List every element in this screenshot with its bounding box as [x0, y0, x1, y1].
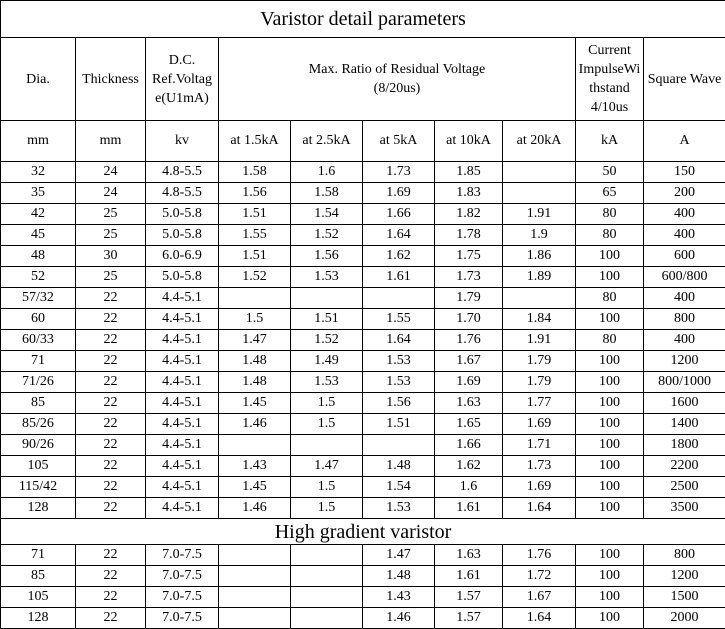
table-cell: 100 [576, 372, 644, 393]
table-cell: 7.0-7.5 [146, 545, 219, 566]
table-cell: 1.58 [291, 183, 363, 204]
table-cell: 1.57 [435, 608, 503, 629]
table-cell: 100 [576, 435, 644, 456]
table-cell: 1.6 [435, 477, 503, 498]
table-cell: 1.57 [435, 587, 503, 608]
table-cell: 22 [76, 498, 146, 519]
table-cell: 71/26 [1, 372, 76, 393]
table-cell: 1.53 [363, 351, 435, 372]
table-cell: 35 [1, 183, 76, 204]
table-cell: 22 [76, 393, 146, 414]
table-cell [219, 608, 291, 629]
table-cell: 6.0-6.9 [146, 246, 219, 267]
table-row [1, 498, 725, 519]
table-cell [291, 545, 363, 566]
table-cell: 22 [76, 435, 146, 456]
table-cell: 1.5 [291, 393, 363, 414]
table-cell [291, 608, 363, 629]
table-cell: 25 [76, 204, 146, 225]
table-cell: 100 [576, 351, 644, 372]
table-row [1, 246, 725, 267]
table-cell [503, 162, 576, 183]
unit-cell: kA [576, 121, 644, 162]
table-cell: 1.51 [363, 414, 435, 435]
unit-cell: mm [76, 121, 146, 162]
table-cell: 1.71 [503, 435, 576, 456]
table-cell: 50 [576, 162, 644, 183]
table-cell: 22 [76, 545, 146, 566]
table-cell: 80 [576, 330, 644, 351]
table-cell: 1.54 [363, 477, 435, 498]
table-cell: 1.76 [503, 545, 576, 566]
table-cell: 1.54 [291, 204, 363, 225]
table-cell [219, 545, 291, 566]
table-cell: 1.6 [291, 162, 363, 183]
header-row [1, 38, 725, 121]
table-cell: 1.51 [291, 309, 363, 330]
table-cell: 42 [1, 204, 76, 225]
table-cell: 400 [644, 204, 725, 225]
table-cell: 1.79 [503, 372, 576, 393]
table-cell: 22 [76, 414, 146, 435]
table-cell: 1200 [644, 351, 725, 372]
table-cell: 4.4-5.1 [146, 498, 219, 519]
table-row [1, 162, 725, 183]
table-cell [291, 566, 363, 587]
table-cell: 1.48 [219, 372, 291, 393]
table-cell: 1.56 [291, 246, 363, 267]
unit-cell: mm [1, 121, 76, 162]
table-title: Varistor detail parameters [1, 1, 725, 38]
table-cell: 7.0-7.5 [146, 608, 219, 629]
table-cell: 1.75 [435, 246, 503, 267]
table-row [1, 393, 725, 414]
unit-cell: A [644, 121, 725, 162]
table-cell: 1.52 [219, 267, 291, 288]
table-cell: 800 [644, 545, 725, 566]
table-cell: 1.62 [363, 246, 435, 267]
table-cell: 105 [1, 587, 76, 608]
table-cell: 22 [76, 587, 146, 608]
table-cell: 22 [76, 330, 146, 351]
table-cell: 2000 [644, 608, 725, 629]
table-cell: 1.52 [291, 225, 363, 246]
table-cell: 1.55 [363, 309, 435, 330]
table-row [1, 267, 725, 288]
table-cell: 4.8-5.5 [146, 183, 219, 204]
table-cell: 1.47 [219, 330, 291, 351]
table-cell [503, 288, 576, 309]
table-cell [363, 435, 435, 456]
header-square-wave: Square Wave [644, 38, 725, 121]
header-thickness: Thickness [76, 38, 146, 121]
table-cell: 1.46 [219, 414, 291, 435]
table-cell: 1.67 [503, 587, 576, 608]
table-cell: 115/42 [1, 477, 76, 498]
table-cell: 1.82 [435, 204, 503, 225]
table-cell: 1.72 [503, 566, 576, 587]
table-cell: 65 [576, 183, 644, 204]
table-cell: 4.4-5.1 [146, 414, 219, 435]
table-cell: 100 [576, 246, 644, 267]
table-row [1, 456, 725, 477]
table-cell: 22 [76, 309, 146, 330]
table-cell: 1500 [644, 587, 725, 608]
section-title: High gradient varistor [1, 519, 725, 545]
table-cell: 1.53 [291, 267, 363, 288]
table-row [1, 183, 725, 204]
table-cell: 4.8-5.5 [146, 162, 219, 183]
table-cell: 1.64 [503, 608, 576, 629]
table-cell: 4.4-5.1 [146, 393, 219, 414]
table-cell: 1.43 [363, 587, 435, 608]
table-cell: 1.61 [363, 267, 435, 288]
table-cell [291, 435, 363, 456]
table-cell: 1200 [644, 566, 725, 587]
header-max-ratio-title: Max. Ratio of Residual Voltage [219, 60, 575, 79]
table-cell: 1.73 [503, 456, 576, 477]
table-cell: 52 [1, 267, 76, 288]
section-row [1, 519, 725, 545]
table-cell: 4.4-5.1 [146, 309, 219, 330]
table-row [1, 566, 725, 587]
table-cell: 400 [644, 288, 725, 309]
table-row [1, 204, 725, 225]
table-cell: 1.51 [219, 204, 291, 225]
table-cell: 1.63 [435, 545, 503, 566]
table-cell: 1.66 [363, 204, 435, 225]
table-cell: 1.5 [291, 498, 363, 519]
table-row [1, 414, 725, 435]
table-cell: 1.63 [435, 393, 503, 414]
table-cell: 85 [1, 393, 76, 414]
table-cell: 4.4-5.1 [146, 477, 219, 498]
table-row [1, 477, 725, 498]
table-cell: 48 [1, 246, 76, 267]
table-cell: 4.4-5.1 [146, 288, 219, 309]
table-cell: 1.73 [363, 162, 435, 183]
table-cell: 22 [76, 608, 146, 629]
table-row [1, 545, 725, 566]
table-cell: 4.4-5.1 [146, 351, 219, 372]
table-cell: 5.0-5.8 [146, 204, 219, 225]
table-cell: 1.69 [503, 414, 576, 435]
unit-cell: at 5kA [363, 121, 435, 162]
table-cell: 800/1000 [644, 372, 725, 393]
table-cell: 1.64 [503, 498, 576, 519]
header-max-ratio [219, 38, 576, 121]
table-cell: 100 [576, 587, 644, 608]
table-cell: 5.0-5.8 [146, 225, 219, 246]
table-cell [219, 435, 291, 456]
table-cell: 1.67 [435, 351, 503, 372]
table-row [1, 225, 725, 246]
unit-cell: at 1.5kA [219, 121, 291, 162]
table-cell: 30 [76, 246, 146, 267]
table-cell: 400 [644, 330, 725, 351]
table-cell: 4.4-5.1 [146, 456, 219, 477]
table-cell: 1.64 [363, 225, 435, 246]
table-row [1, 288, 725, 309]
unit-cell: at 2.5kA [291, 121, 363, 162]
table-cell: 32 [1, 162, 76, 183]
table-row [1, 587, 725, 608]
table-cell: 1.66 [435, 435, 503, 456]
table-cell: 1.62 [435, 456, 503, 477]
table-cell: 1.83 [435, 183, 503, 204]
table-cell: 1400 [644, 414, 725, 435]
table-cell: 1.78 [435, 225, 503, 246]
table-cell: 85/26 [1, 414, 76, 435]
table-cell: 1.53 [363, 498, 435, 519]
table-cell: 22 [76, 288, 146, 309]
table-cell: 1.45 [219, 393, 291, 414]
table-cell: 80 [576, 288, 644, 309]
table-cell: 2500 [644, 477, 725, 498]
table-cell: 200 [644, 183, 725, 204]
table-cell: 1.58 [219, 162, 291, 183]
table-cell: 1.69 [435, 372, 503, 393]
table-cell: 1.46 [219, 498, 291, 519]
table-cell: 1.70 [435, 309, 503, 330]
table-cell: 60 [1, 309, 76, 330]
table-cell: 1.79 [503, 351, 576, 372]
table-cell: 71 [1, 351, 76, 372]
table-cell: 150 [644, 162, 725, 183]
table-cell: 22 [76, 566, 146, 587]
table-cell: 60/33 [1, 330, 76, 351]
table-cell: 22 [76, 477, 146, 498]
table-cell: 4.4-5.1 [146, 372, 219, 393]
unit-cell: at 10kA [435, 121, 503, 162]
table-cell: 100 [576, 309, 644, 330]
table-cell: 1.84 [503, 309, 576, 330]
table-cell: 90/26 [1, 435, 76, 456]
table-cell: 1.91 [503, 330, 576, 351]
table-cell: 25 [76, 267, 146, 288]
table-cell: 1.45 [219, 477, 291, 498]
table-cell: 25 [76, 225, 146, 246]
table-cell: 24 [76, 162, 146, 183]
table-cell [503, 183, 576, 204]
table-cell: 1.56 [363, 393, 435, 414]
table-cell: 22 [76, 372, 146, 393]
table-cell [219, 566, 291, 587]
table-cell: 1.85 [435, 162, 503, 183]
table-cell: 600 [644, 246, 725, 267]
table-cell: 1.49 [291, 351, 363, 372]
table-cell: 1.89 [503, 267, 576, 288]
table-cell: 105 [1, 456, 76, 477]
table-cell: 2200 [644, 456, 725, 477]
table-cell: 1.77 [503, 393, 576, 414]
table-cell: 4.4-5.1 [146, 435, 219, 456]
header-max-ratio-subtitle: (8/20us) [219, 79, 575, 98]
table-cell: 1.9 [503, 225, 576, 246]
table-cell [219, 288, 291, 309]
table-cell: 4.4-5.1 [146, 330, 219, 351]
table-cell: 100 [576, 456, 644, 477]
unit-cell: kv [146, 121, 219, 162]
table-cell: 22 [76, 456, 146, 477]
table-cell: 22 [76, 351, 146, 372]
table-cell: 85 [1, 566, 76, 587]
table-cell [291, 288, 363, 309]
table-cell: 128 [1, 498, 76, 519]
table-cell: 100 [576, 498, 644, 519]
table-cell: 57/32 [1, 288, 76, 309]
table-cell: 1.56 [219, 183, 291, 204]
table-cell: 3500 [644, 498, 725, 519]
table-cell: 1.61 [435, 566, 503, 587]
table-cell: 1.51 [219, 246, 291, 267]
table-cell: 800 [644, 309, 725, 330]
table-row [1, 330, 725, 351]
table-cell: 1.86 [503, 246, 576, 267]
table-cell: 80 [576, 204, 644, 225]
table-cell: 100 [576, 477, 644, 498]
table-cell: 1.53 [363, 372, 435, 393]
table-cell: 80 [576, 225, 644, 246]
table-cell: 1.5 [291, 414, 363, 435]
table-cell: 100 [576, 608, 644, 629]
table-cell: 1.53 [291, 372, 363, 393]
table-cell [291, 587, 363, 608]
unit-cell: at 20kA [503, 121, 576, 162]
table-cell: 128 [1, 608, 76, 629]
table-cell: 1.64 [363, 330, 435, 351]
table-cell: 1800 [644, 435, 725, 456]
table-cell: 1.47 [291, 456, 363, 477]
units-row [1, 121, 725, 162]
table-cell: 100 [576, 545, 644, 566]
table-cell [363, 288, 435, 309]
table-cell: 1.69 [363, 183, 435, 204]
table-cell: 1.5 [219, 309, 291, 330]
table-cell: 1.43 [219, 456, 291, 477]
table-cell: 45 [1, 225, 76, 246]
table-row [1, 435, 725, 456]
table-cell: 5.0-5.8 [146, 267, 219, 288]
table-cell [219, 587, 291, 608]
table-cell: 7.0-7.5 [146, 587, 219, 608]
table-cell: 1.48 [363, 566, 435, 587]
table-cell: 24 [76, 183, 146, 204]
table-cell: 1.48 [219, 351, 291, 372]
table-row [1, 309, 725, 330]
header-current-impulse: Current ImpulseWi thstand 4/10us [576, 38, 644, 121]
table-cell: 1.61 [435, 498, 503, 519]
table-cell: 100 [576, 566, 644, 587]
table-cell: 100 [576, 414, 644, 435]
table-cell: 100 [576, 267, 644, 288]
table-cell: 1.79 [435, 288, 503, 309]
header-dc-ref-voltage: D.C. Ref.Voltag e(U1mA) [146, 38, 219, 121]
table-cell: 1.65 [435, 414, 503, 435]
table-cell: 1600 [644, 393, 725, 414]
table-row [1, 608, 725, 629]
table-cell: 100 [576, 393, 644, 414]
table-cell: 71 [1, 545, 76, 566]
table-cell: 1.76 [435, 330, 503, 351]
table-cell: 1.47 [363, 545, 435, 566]
table-cell: 1.5 [291, 477, 363, 498]
table-row [1, 372, 725, 393]
table-cell: 1.52 [291, 330, 363, 351]
table-cell: 1.69 [503, 477, 576, 498]
table-cell: 400 [644, 225, 725, 246]
header-dia: Dia. [1, 38, 76, 121]
table-cell: 1.48 [363, 456, 435, 477]
table-cell: 1.46 [363, 608, 435, 629]
table-row [1, 351, 725, 372]
table-cell: 7.0-7.5 [146, 566, 219, 587]
table-cell: 1.55 [219, 225, 291, 246]
table-cell: 600/800 [644, 267, 725, 288]
table-cell: 1.91 [503, 204, 576, 225]
table-cell: 1.73 [435, 267, 503, 288]
